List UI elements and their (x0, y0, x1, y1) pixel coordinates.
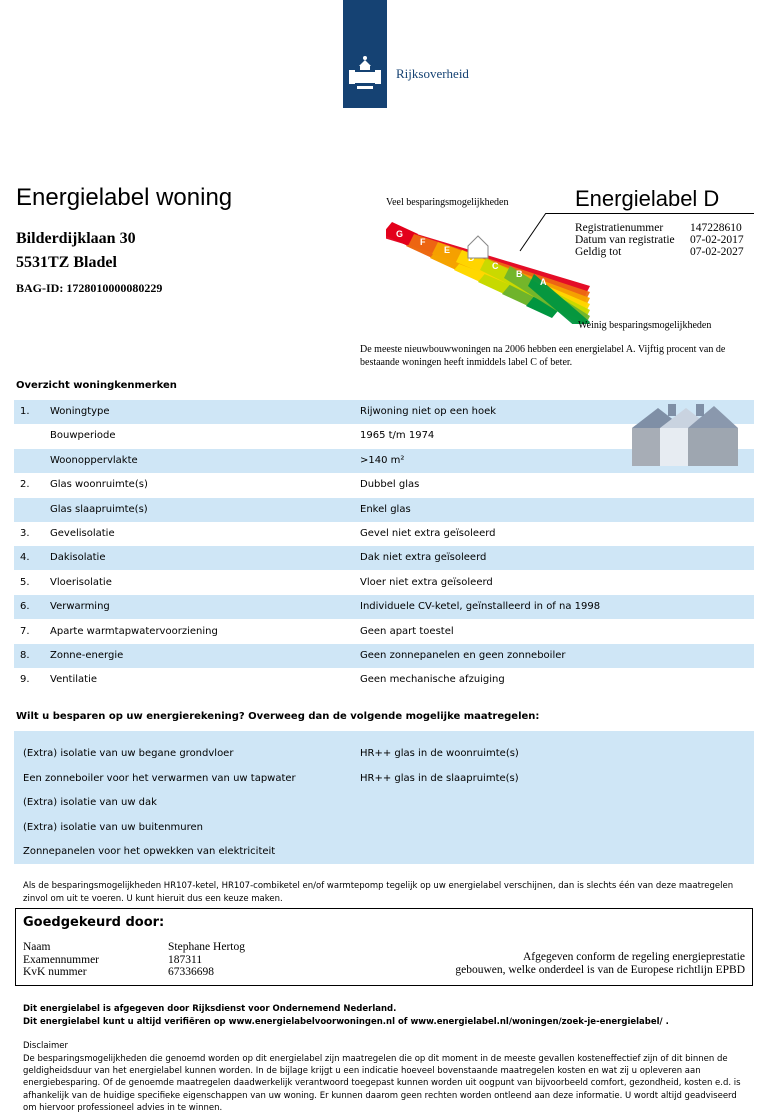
table-row (14, 546, 754, 570)
row-value: Rijwoning niet op een hoek (360, 406, 497, 417)
current-label-house-icon (468, 236, 488, 258)
row-value: Dubbel glas (360, 479, 420, 491)
scale-bottom-label: Weinig besparingsmogelijkheden (578, 320, 712, 331)
row-value: Geen zonnepanelen en geen zonneboiler (360, 650, 566, 661)
row-number: 5. (20, 576, 30, 588)
row-number: 9. (20, 674, 30, 686)
measure-item: Een zonneboiler voor het verwarmen van uw tapwater (23, 772, 296, 784)
row-value: Geen mechanische afzuiging (360, 674, 505, 686)
label-title: Energielabel D (575, 186, 720, 211)
page-title: Energielabel woning (16, 184, 233, 211)
brand-name: Rijksoverheid (396, 66, 469, 81)
row-number: 6. (20, 601, 30, 613)
approved-field-value: Stephane Hertog (168, 941, 245, 953)
verify-info: Dit energielabel kunt u altijd verifiëren op www.energielabelvoorwoningen.nl of www.energielabel.nl/woningen/zoek-je-energielabel/ . (23, 1017, 669, 1027)
row-number: 1. (20, 406, 30, 417)
scale-letter: F (420, 237, 426, 247)
row-value: Enkel glas (360, 503, 411, 515)
registration-value: 147228610 (690, 222, 742, 234)
scale-letter: A (540, 277, 547, 287)
table-row (14, 668, 754, 692)
disclaimer-title: Disclaimer (23, 1041, 68, 1051)
table-row (14, 498, 754, 522)
approved-box (15, 908, 753, 986)
approved-field-value: 67336698 (168, 966, 214, 978)
row-name: Vloerisolatie (50, 576, 112, 588)
scale-letter: C (492, 261, 499, 271)
pointer-line (516, 213, 548, 253)
table-row (14, 571, 754, 595)
registration-label: Geldig tot (575, 246, 622, 258)
measures-note: Als de besparingsmogelijkheden HR107-ketel, HR107-combiketel en/of warmtepomp tegelijk op uw energielabel verschijnen, dan is slechts één van deze maatregelen zinvol om uit te voeren. U kunt hieruit dus een keuze maken. (23, 881, 734, 904)
measure-item: (Extra) isolatie van uw buitenmuren (23, 821, 204, 833)
row-name: Zonne-energie (50, 650, 124, 661)
measure-item: HR++ glas in de woonruimte(s) (360, 748, 519, 759)
row-name: Glas slaapruimte(s) (50, 503, 148, 515)
registration-label: Datum van registratie (575, 234, 675, 246)
row-name: Woonoppervlakte (50, 454, 138, 466)
row-name: Glas woonruimte(s) (50, 479, 148, 491)
bag-id: BAG-ID: 1728010000080229 (16, 281, 163, 295)
row-name: Gevelisolatie (50, 528, 115, 539)
scale-letter: G (396, 229, 404, 239)
table-row (14, 644, 754, 668)
divider (546, 213, 754, 214)
approved-field-label: Naam (23, 941, 51, 953)
logo-bar (343, 0, 387, 108)
row-number: 3. (20, 528, 30, 539)
row-value: Geen apart toestel (360, 625, 454, 637)
conformity-line-1: Afgegeven conform de regeling energieprestatie (522, 951, 745, 963)
disclaimer-text: De besparingsmogelijkheden die genoemd worden op dit energielabel zijn maatregelen die op dit moment in de meeste gevallen kosteneffectief zijn of dit binnen de geldigheidsduur van het energielabel kunnen worden. In de bijlage krijgt u een indicatie hoeveel bovenstaande maatregelen kosten en wat zij u opleveren aan energiebesparing. Of de genoemde maatregelen daadwerkelijk verantwoord toegepast kunnen worden uit oogpunt van bijvoorbeeld comfort, gezondheid, kosten e.d. is afhankelijk van de huidige specifieke eigenschappen van uw woning. Er kunnen daarom geen rechten worden ontleend aan deze informatie. U wordt altijd geadviseerd om hiervoor professioneel advies in te winnen. (23, 1054, 741, 1113)
approved-field-label: KvK nummer (23, 966, 87, 978)
measure-item: (Extra) isolatie van uw dak (23, 797, 157, 808)
approved-field-value: 187311 (168, 953, 203, 966)
table-row (14, 522, 754, 546)
row-name: Aparte warmtapwatervoorziening (50, 625, 218, 637)
table-row (14, 620, 754, 644)
scale-letter: B (516, 269, 523, 279)
measure-item: Zonnepanelen voor het opwekken van elektriciteit (23, 846, 276, 857)
approved-title: Goedgekeurd door: (23, 915, 165, 930)
address-city: 5531TZ Bladel (16, 254, 117, 271)
registration-value: 07-02-2017 (690, 234, 744, 246)
registration-label: Registratienummer (575, 222, 664, 234)
row-number: 2. (20, 479, 30, 491)
row-number: 7. (20, 625, 30, 637)
table-row (14, 595, 754, 619)
row-value: Gevel niet extra geïsoleerd (360, 528, 496, 539)
row-number: 8. (20, 650, 30, 661)
house-icon (628, 402, 740, 470)
measures-box (14, 731, 754, 864)
row-name: Woningtype (50, 406, 110, 417)
scale-top-label: Veel besparingsmogelijkheden (386, 197, 509, 208)
measure-item: (Extra) isolatie van uw begane grondvloer (23, 748, 234, 759)
table-row (14, 473, 754, 497)
row-name: Verwarming (50, 601, 110, 613)
energy-scale-graphic (386, 214, 602, 324)
address-street: Bilderdijklaan 30 (16, 230, 136, 247)
label-note: De meeste nieuwbouwwoningen na 2006 hebben een energielabel A. Vijftig procent van de bestaande woningen heeft inmiddels label C of beter. (360, 344, 726, 368)
row-value: 1965 t/m 1974 (360, 430, 435, 442)
row-value: Individuele CV-ketel, geïnstalleerd in of na 1998 (360, 601, 601, 613)
overview-title: Overzicht woningkenmerken (16, 380, 177, 391)
row-value: Dak niet extra geïsoleerd (360, 552, 487, 564)
conformity-line-2: gebouwen, welke onderdeel is van de Europese richtlijn EPBD (455, 964, 745, 976)
registration-value: 07-02-2027 (690, 246, 744, 258)
issued-by: Dit energielabel is afgegeven door Rijksdienst voor Ondernemend Nederland. (23, 1004, 397, 1014)
measure-item: HR++ glas in de slaapruimte(s) (360, 772, 519, 784)
row-value: >140 m² (360, 454, 405, 466)
row-number: 4. (20, 552, 30, 564)
row-name: Bouwperiode (50, 430, 116, 442)
approved-field-label: Examennummer (23, 953, 100, 966)
row-name: Ventilatie (50, 674, 98, 686)
row-value: Vloer niet extra geïsoleerd (360, 576, 493, 588)
measures-title: Wilt u besparen op uw energierekening? Overweeg dan de volgende mogelijke maatregelen: (16, 711, 540, 722)
scale-letter: E (444, 245, 451, 255)
row-name: Dakisolatie (50, 552, 106, 564)
crest-icon (343, 0, 387, 108)
